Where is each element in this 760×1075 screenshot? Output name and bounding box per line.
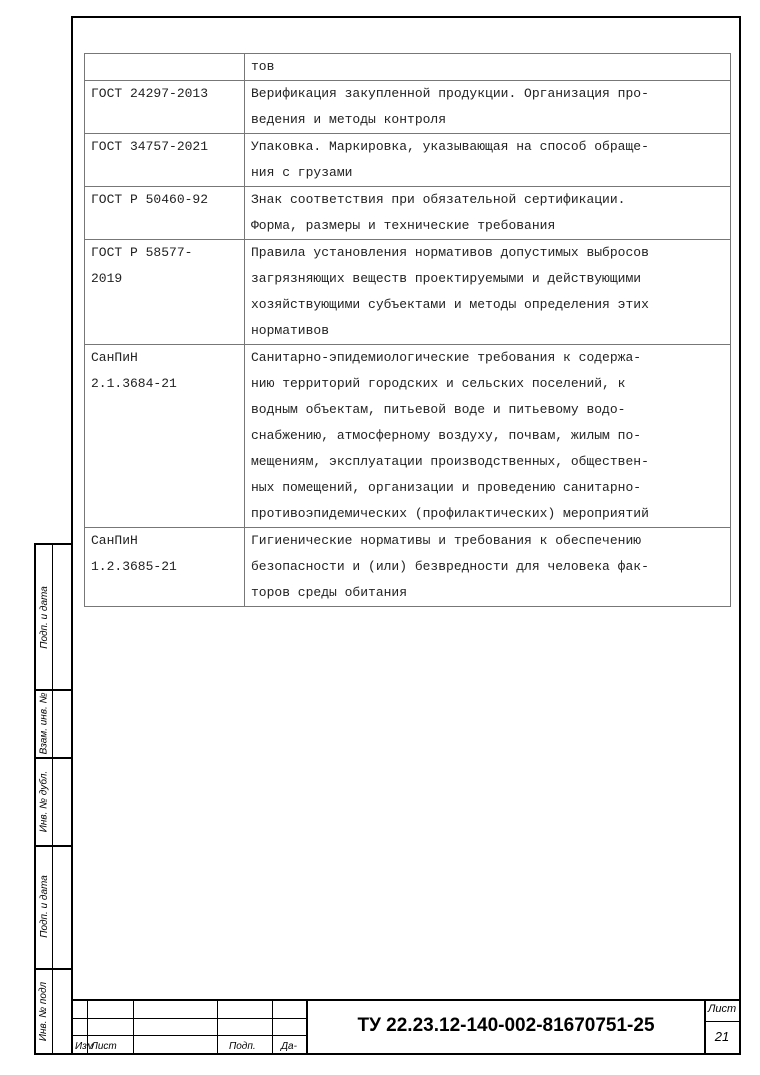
side-label-sign-date-1: Подп. и дата (38, 585, 50, 649)
standard-code-line: ГОСТ Р 58577- (91, 245, 193, 260)
standard-title-line: Гигиенические нормативы и требования к обеспечению (251, 533, 642, 548)
standard-title-cell (245, 134, 731, 187)
standard-code-line: ГОСТ 24297-2013 (91, 86, 209, 101)
sheet-label: Лист (707, 1003, 737, 1015)
table-row (85, 81, 731, 134)
standard-title-line: Верификация закупленной продукции. Организация про- (251, 86, 649, 101)
standard-title-line: Правила установления нормативов допустимых выбросов (251, 245, 649, 260)
standard-code-cell (85, 528, 245, 607)
side-label-inv-dup: Инв. № дубл. (38, 770, 50, 832)
standard-title-line: ведения и методы контроля (251, 112, 447, 127)
table-row (85, 345, 731, 528)
standard-code-line (91, 54, 238, 80)
standard-title-cell (245, 81, 731, 134)
standard-title-line: Форма, размеры и технические требования (251, 218, 556, 233)
table-row (85, 134, 731, 187)
document-code: ТУ 22.23.12-140-002-81670751-25 (357, 1015, 655, 1036)
standard-title-line: безопасности и (или) безвредности для человека фак- (251, 559, 649, 574)
standard-title-line: тов (251, 59, 275, 74)
standard-code-cell (85, 187, 245, 240)
standards-table (84, 53, 731, 607)
table-row (85, 528, 731, 607)
standard-code-cell (85, 54, 245, 81)
side-label-replace-inv: Взам. инв. № (38, 692, 50, 754)
standard-title-line: торов среды обитания (251, 585, 408, 600)
standard-code-line: СанПиН (91, 533, 138, 548)
standard-title-line: нию территорий городских и сельских поселений, к (251, 376, 626, 391)
side-stamp (34, 543, 71, 1055)
standard-title-cell (245, 187, 731, 240)
standard-title-cell (245, 528, 731, 607)
table-row (85, 240, 731, 345)
standard-code-line: ГОСТ Р 50460-92 (91, 192, 209, 207)
standard-code-cell (85, 240, 245, 345)
standard-title-cell (245, 240, 731, 345)
standard-title-cell (245, 54, 731, 81)
standard-code-line: 2.1.3684-21 (91, 376, 177, 391)
standard-title-line: противоэпидемических (профилактических) мероприятий (251, 506, 649, 521)
table-row (85, 54, 731, 81)
side-label-sign-date-2: Подп. и дата (38, 875, 50, 938)
title-block (71, 999, 741, 1055)
standard-code-line: ГОСТ 34757-2021 (91, 139, 209, 154)
standard-code-cell (85, 81, 245, 134)
standard-title-line: снабжению, атмосферному воздуху, почвам, жилым по- (251, 428, 642, 443)
standard-code-line: СанПиН (91, 350, 138, 365)
standard-title-line: Упаковка. Маркировка, указывающая на способ обраще- (251, 139, 649, 154)
date-label: Да- (281, 1041, 297, 1052)
standard-code-cell (85, 134, 245, 187)
standard-title-line: Знак соответствия при обязательной сертификации. (251, 192, 626, 207)
standard-title-line: ния с грузами (251, 165, 353, 180)
izm-label: Изм (75, 1041, 94, 1052)
standard-title-line: загрязняющих веществ проектируемыми и действующими (251, 271, 642, 286)
side-label-inv-orig: Инв. № подл (38, 981, 50, 1042)
standard-title-line: водным объектам, питьевой воде и питьевому водо- (251, 402, 626, 417)
standard-title-line: ных помещений, организации и проведению санитарно- (251, 480, 642, 495)
podp-label: Подп. (229, 1041, 256, 1052)
standard-title-line: хозяйствующими субъектами и методы определения этих (251, 297, 649, 312)
table-row (85, 187, 731, 240)
standard-title-line: нормативов (251, 323, 330, 338)
standard-code-line: 1.2.3685-21 (91, 559, 177, 574)
standard-title-line: Санитарно-эпидемиологические требования к содержа- (251, 350, 642, 365)
standard-title-cell (245, 345, 731, 528)
standard-code-line: 2019 (91, 271, 123, 286)
sheet-number: 21 (714, 1029, 730, 1044)
standard-title-line: мещениям, эксплуатации производственных, обществен- (251, 454, 649, 469)
standard-code-cell (85, 345, 245, 528)
list-label: Лист (91, 1041, 117, 1052)
